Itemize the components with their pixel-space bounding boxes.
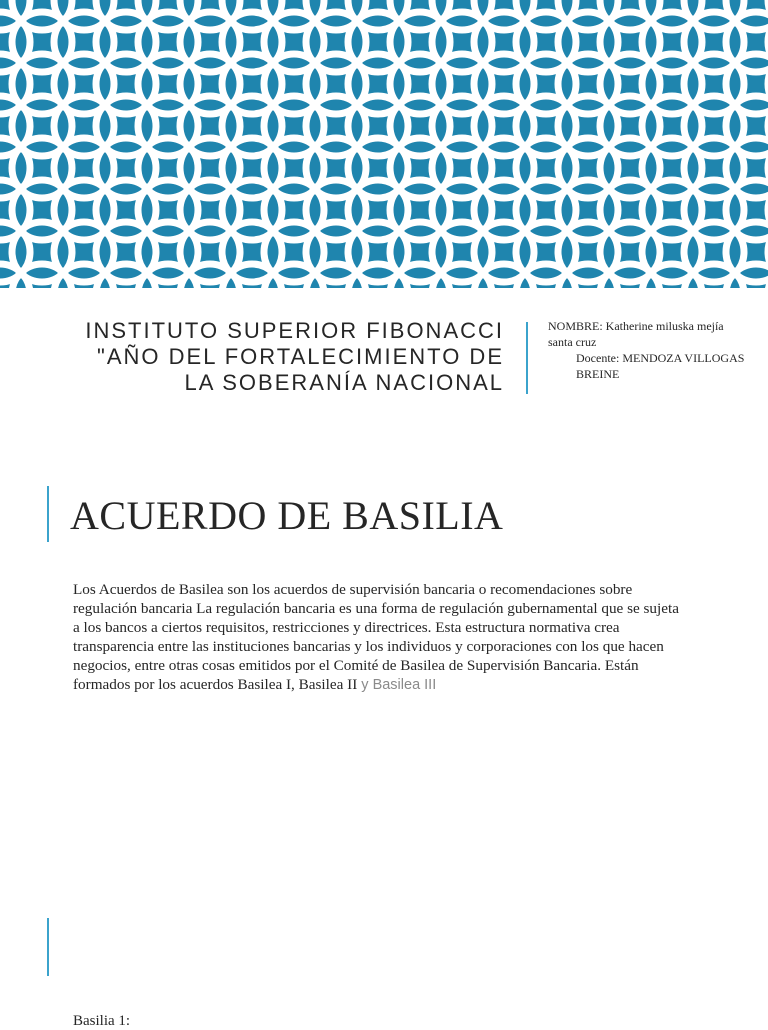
slide-heading: Basilia 1:	[73, 1013, 131, 1029]
title-accent-bar	[47, 918, 49, 976]
title-line-3: LA SOBERANÍA NACIONAL	[184, 370, 504, 395]
body-paragraph	[73, 580, 683, 695]
slide-title: ACUERDO DE BASILIA	[70, 493, 504, 538]
title-divider	[526, 322, 528, 394]
student-name: NOMBRE: Katherine miluska mejía santa cruz	[548, 319, 724, 349]
institution-title	[34, 318, 504, 396]
content-slide	[0, 458, 768, 858]
circle-lattice-pattern	[0, 0, 768, 288]
decorative-pattern-banner	[0, 0, 768, 288]
title-line-1: INSTITUTO SUPERIOR FIBONACCI	[85, 318, 504, 343]
title-line-2: "AÑO DEL FORTALECIMIENTO DE	[97, 344, 504, 369]
author-info	[548, 318, 748, 382]
body-tail-text: y Basilea III	[357, 677, 437, 693]
next-slide	[0, 898, 768, 1029]
teacher-name: Docente: MENDOZA VILLOGAS BREINE	[576, 351, 745, 381]
body-main-text: Los Acuerdos de Basilea son los acuerdos de supervisión bancaria o recomendaciones sobre regulación bancaria La regulación bancaria es una forma de regulación gubernamental que se sujeta a los bancos a ciertos requisitos, restricciones y directrices. Esta estructura normativa crea transparencia entre las instituciones bancarias y los individuos y corporaciones con los que hacen negocios, entre otras cosas emitidos por el Comité de Basilea de Supervisión Bancaria. Están formados por los acuerdos Basilea I, Basilea II	[73, 581, 679, 693]
title-accent-bar	[47, 486, 49, 542]
title-slide	[0, 0, 768, 418]
